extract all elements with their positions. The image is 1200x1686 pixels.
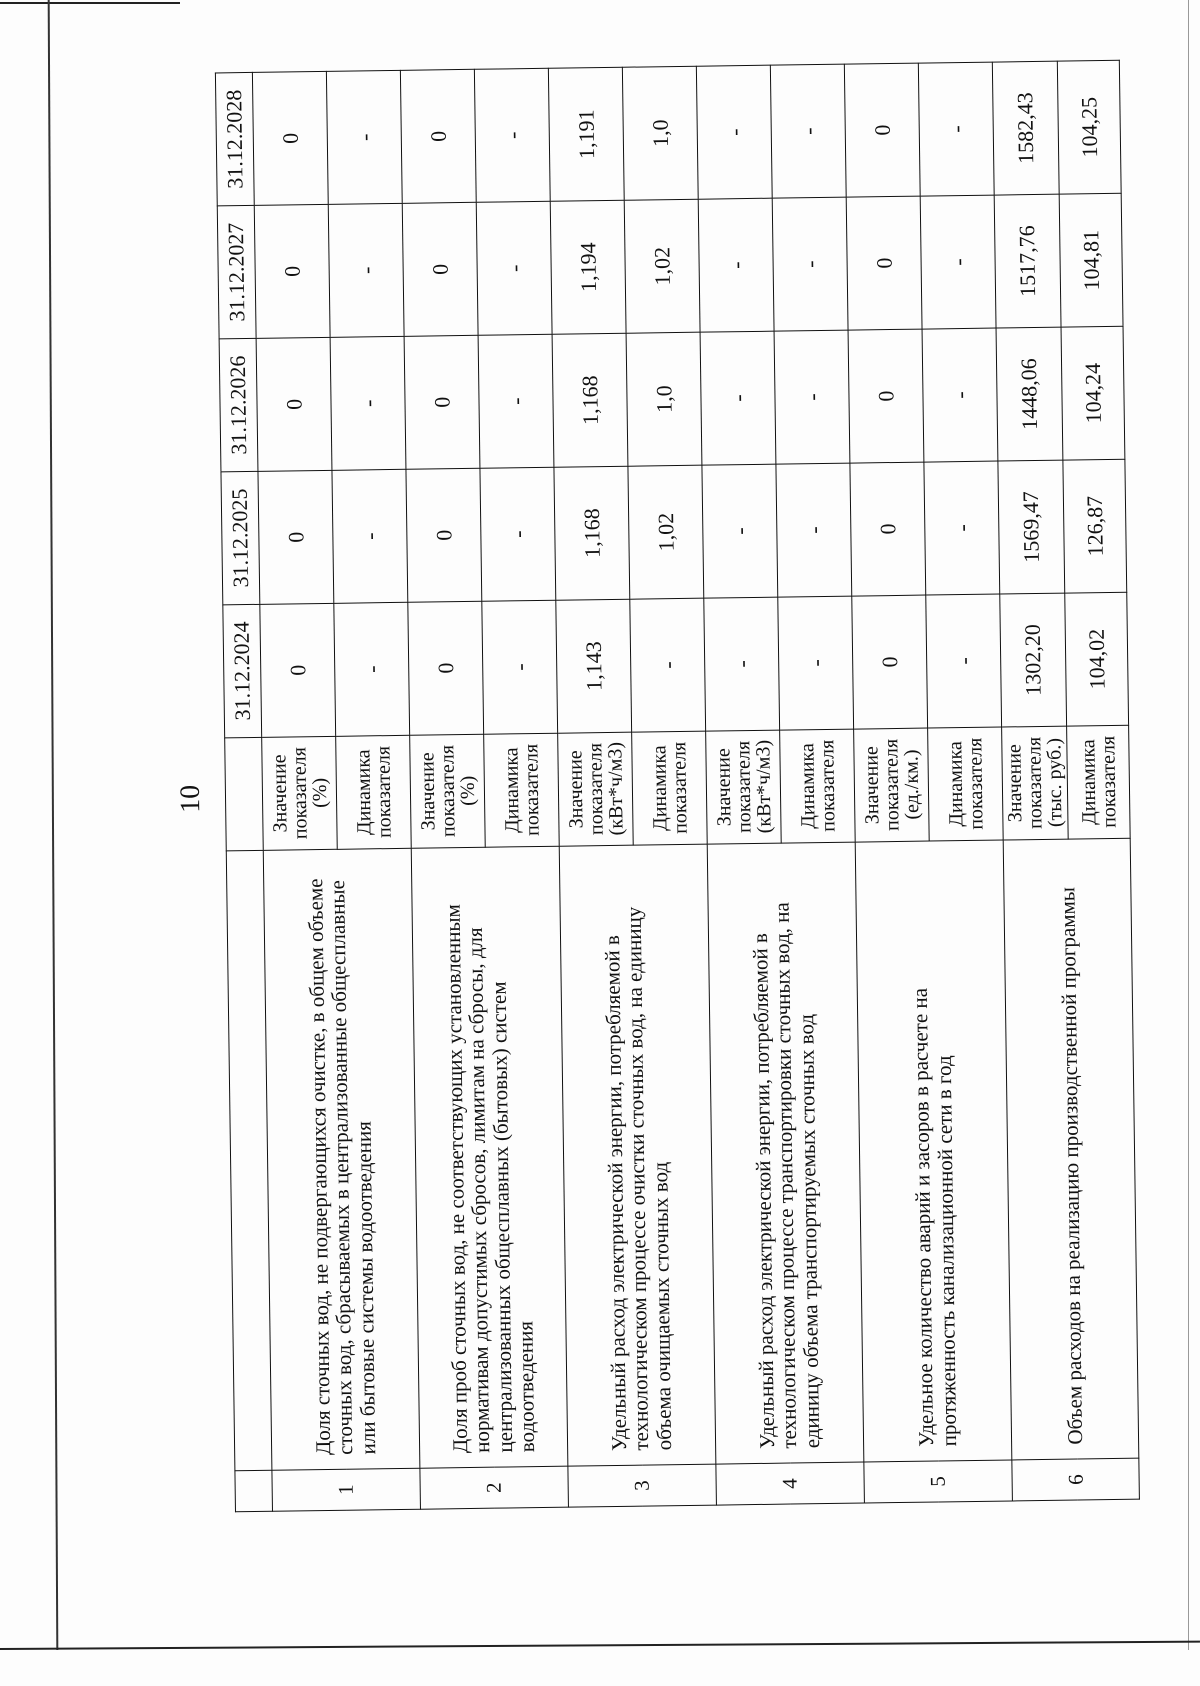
value-cell: - — [696, 65, 772, 199]
indicator-name: Доля сточных вод, не подвергающихся очистке, в общем объеме сточных вод, сбрасываемых в централизованные общесплавные или бытовые системы водоотведения — [263, 848, 420, 1470]
value-cell: 104,81 — [1059, 193, 1123, 327]
value-cell: 1302,20 — [1000, 593, 1067, 727]
value-cell: 1569,47 — [998, 460, 1065, 594]
value-cell: 126,87 — [1063, 459, 1127, 593]
value-cell: - — [326, 70, 402, 204]
value-cell: - — [922, 328, 998, 462]
value-cell: - — [776, 463, 852, 597]
value-cell: 104,24 — [1061, 326, 1125, 460]
value-cell: 0 — [252, 71, 328, 205]
rotated-content — [165, 60, 1121, 1513]
table-body — [252, 60, 1139, 1511]
value-cell: - — [700, 331, 776, 465]
row-number: 3 — [568, 1464, 717, 1507]
value-cell: 1582,43 — [992, 61, 1059, 195]
scan-edge-line — [0, 2, 180, 4]
value-cell: - — [770, 64, 846, 198]
column-header: 31.12.2025 — [221, 471, 260, 604]
indicators-table — [215, 60, 1140, 1512]
value-cell: - — [704, 597, 780, 731]
scan-edge-line — [1188, 0, 1189, 1650]
value-cell: 0 — [260, 603, 336, 737]
value-cell: - — [926, 594, 1002, 728]
value-cell: 1,168 — [552, 333, 628, 467]
indicator-name: Доля проб сточных вод, не соответствующих установленным нормативам допустимых сбросов, лимитам на сбросы, для централизованных общесплавных (бытовых) систем водоотведения — [411, 846, 568, 1468]
indicator-name: Удельный расход электрической энергии, потребляемой в технологическом процессе транспортировки сточных вод, на единицу объема транспортируемых сточных вод — [707, 842, 864, 1464]
indicator-sub-label: Значение показателя (ед./км.) — [854, 728, 930, 842]
value-cell: 1,02 — [628, 465, 704, 599]
value-cell: 0 — [400, 69, 476, 203]
value-cell: - — [480, 467, 556, 601]
value-cell: - — [778, 596, 854, 730]
header-blank-cell — [235, 1470, 273, 1511]
indicator-sub-label: Динамика показателя — [1067, 725, 1131, 839]
value-cell: - — [474, 68, 550, 202]
value-cell: - — [918, 62, 994, 196]
value-cell: 1517,76 — [994, 194, 1061, 328]
value-cell: 0 — [402, 202, 478, 336]
value-cell: - — [334, 602, 410, 736]
value-cell: 0 — [254, 204, 330, 338]
value-cell: 1448,06 — [996, 327, 1063, 461]
value-cell: 0 — [256, 337, 332, 471]
value-cell: 0 — [852, 595, 928, 729]
value-cell: 1,194 — [550, 200, 626, 334]
value-cell: - — [698, 198, 774, 332]
value-cell: 1,191 — [548, 67, 624, 201]
value-cell: - — [482, 600, 558, 734]
row-number: 5 — [864, 1460, 1013, 1503]
value-cell: - — [772, 197, 848, 331]
indicator-sub-label: Значение показателя (%) — [262, 736, 338, 850]
value-cell: 1,168 — [554, 466, 630, 600]
column-header: 31.12.2028 — [215, 72, 254, 206]
value-cell: - — [476, 201, 552, 335]
scan-edge-line — [48, 0, 59, 1650]
value-cell: 0 — [846, 196, 922, 330]
indicator-sub-label: Динамика показателя — [928, 727, 1004, 841]
indicator-sub-label: Значение показателя (%) — [410, 734, 486, 848]
value-cell: 0 — [408, 601, 484, 735]
row-number: 1 — [272, 1468, 421, 1511]
value-cell: - — [774, 330, 850, 464]
indicator-sub-label: Значение показателя (тыс. руб.) — [1002, 726, 1069, 840]
value-cell: 1,0 — [626, 332, 702, 466]
indicator-name: Удельное количество аварий и засоров в расчете на протяженность канализационной сети в год — [855, 840, 1012, 1462]
indicator-sub-label: Динамика показателя — [780, 729, 856, 843]
value-cell: 1,02 — [624, 199, 700, 333]
indicator-name: Объем расходов на реализацию производственной программы — [1003, 838, 1139, 1460]
value-cell: 0 — [844, 63, 920, 197]
scan-edge-line — [0, 1641, 1200, 1650]
value-cell: 1,0 — [622, 66, 698, 200]
value-cell: - — [920, 195, 996, 329]
value-cell: 0 — [850, 462, 926, 596]
indicator-sub-label: Динамика показателя — [336, 735, 412, 849]
value-cell: - — [478, 334, 554, 468]
value-cell: - — [630, 598, 706, 732]
value-cell: - — [332, 469, 408, 603]
value-cell: - — [924, 461, 1000, 595]
value-cell: 0 — [404, 335, 480, 469]
column-header: 31.12.2026 — [219, 338, 258, 471]
value-cell: 104,25 — [1057, 60, 1121, 194]
value-cell: 0 — [258, 470, 334, 604]
value-cell: 0 — [406, 468, 482, 602]
page-number: 10 — [174, 784, 207, 814]
header-blank-cell — [225, 737, 264, 850]
value-cell: 0 — [848, 329, 924, 463]
indicator-sub-label: Динамика показателя — [484, 733, 560, 847]
indicator-sub-label: Значение показателя (кВт*ч/м3) — [558, 732, 634, 846]
value-cell: - — [330, 336, 406, 470]
indicator-sub-label: Значение показателя (кВт*ч/м3) — [706, 730, 782, 844]
row-number: 6 — [1012, 1458, 1140, 1501]
row-number: 2 — [420, 1466, 569, 1509]
value-cell: 104,02 — [1065, 592, 1129, 726]
value-cell: 1,143 — [556, 599, 632, 733]
column-header: 31.12.2027 — [217, 205, 256, 338]
column-header: 31.12.2024 — [223, 604, 262, 737]
row-number: 4 — [716, 1462, 865, 1505]
value-cell: - — [702, 464, 778, 598]
indicator-sub-label: Динамика показателя — [632, 731, 708, 845]
value-cell: - — [328, 203, 404, 337]
indicator-name: Удельный расход электрической энергии, потребляемой в технологическом процессе очистки сточных вод, на единицу объема очищаемых сточных вод — [559, 844, 716, 1466]
